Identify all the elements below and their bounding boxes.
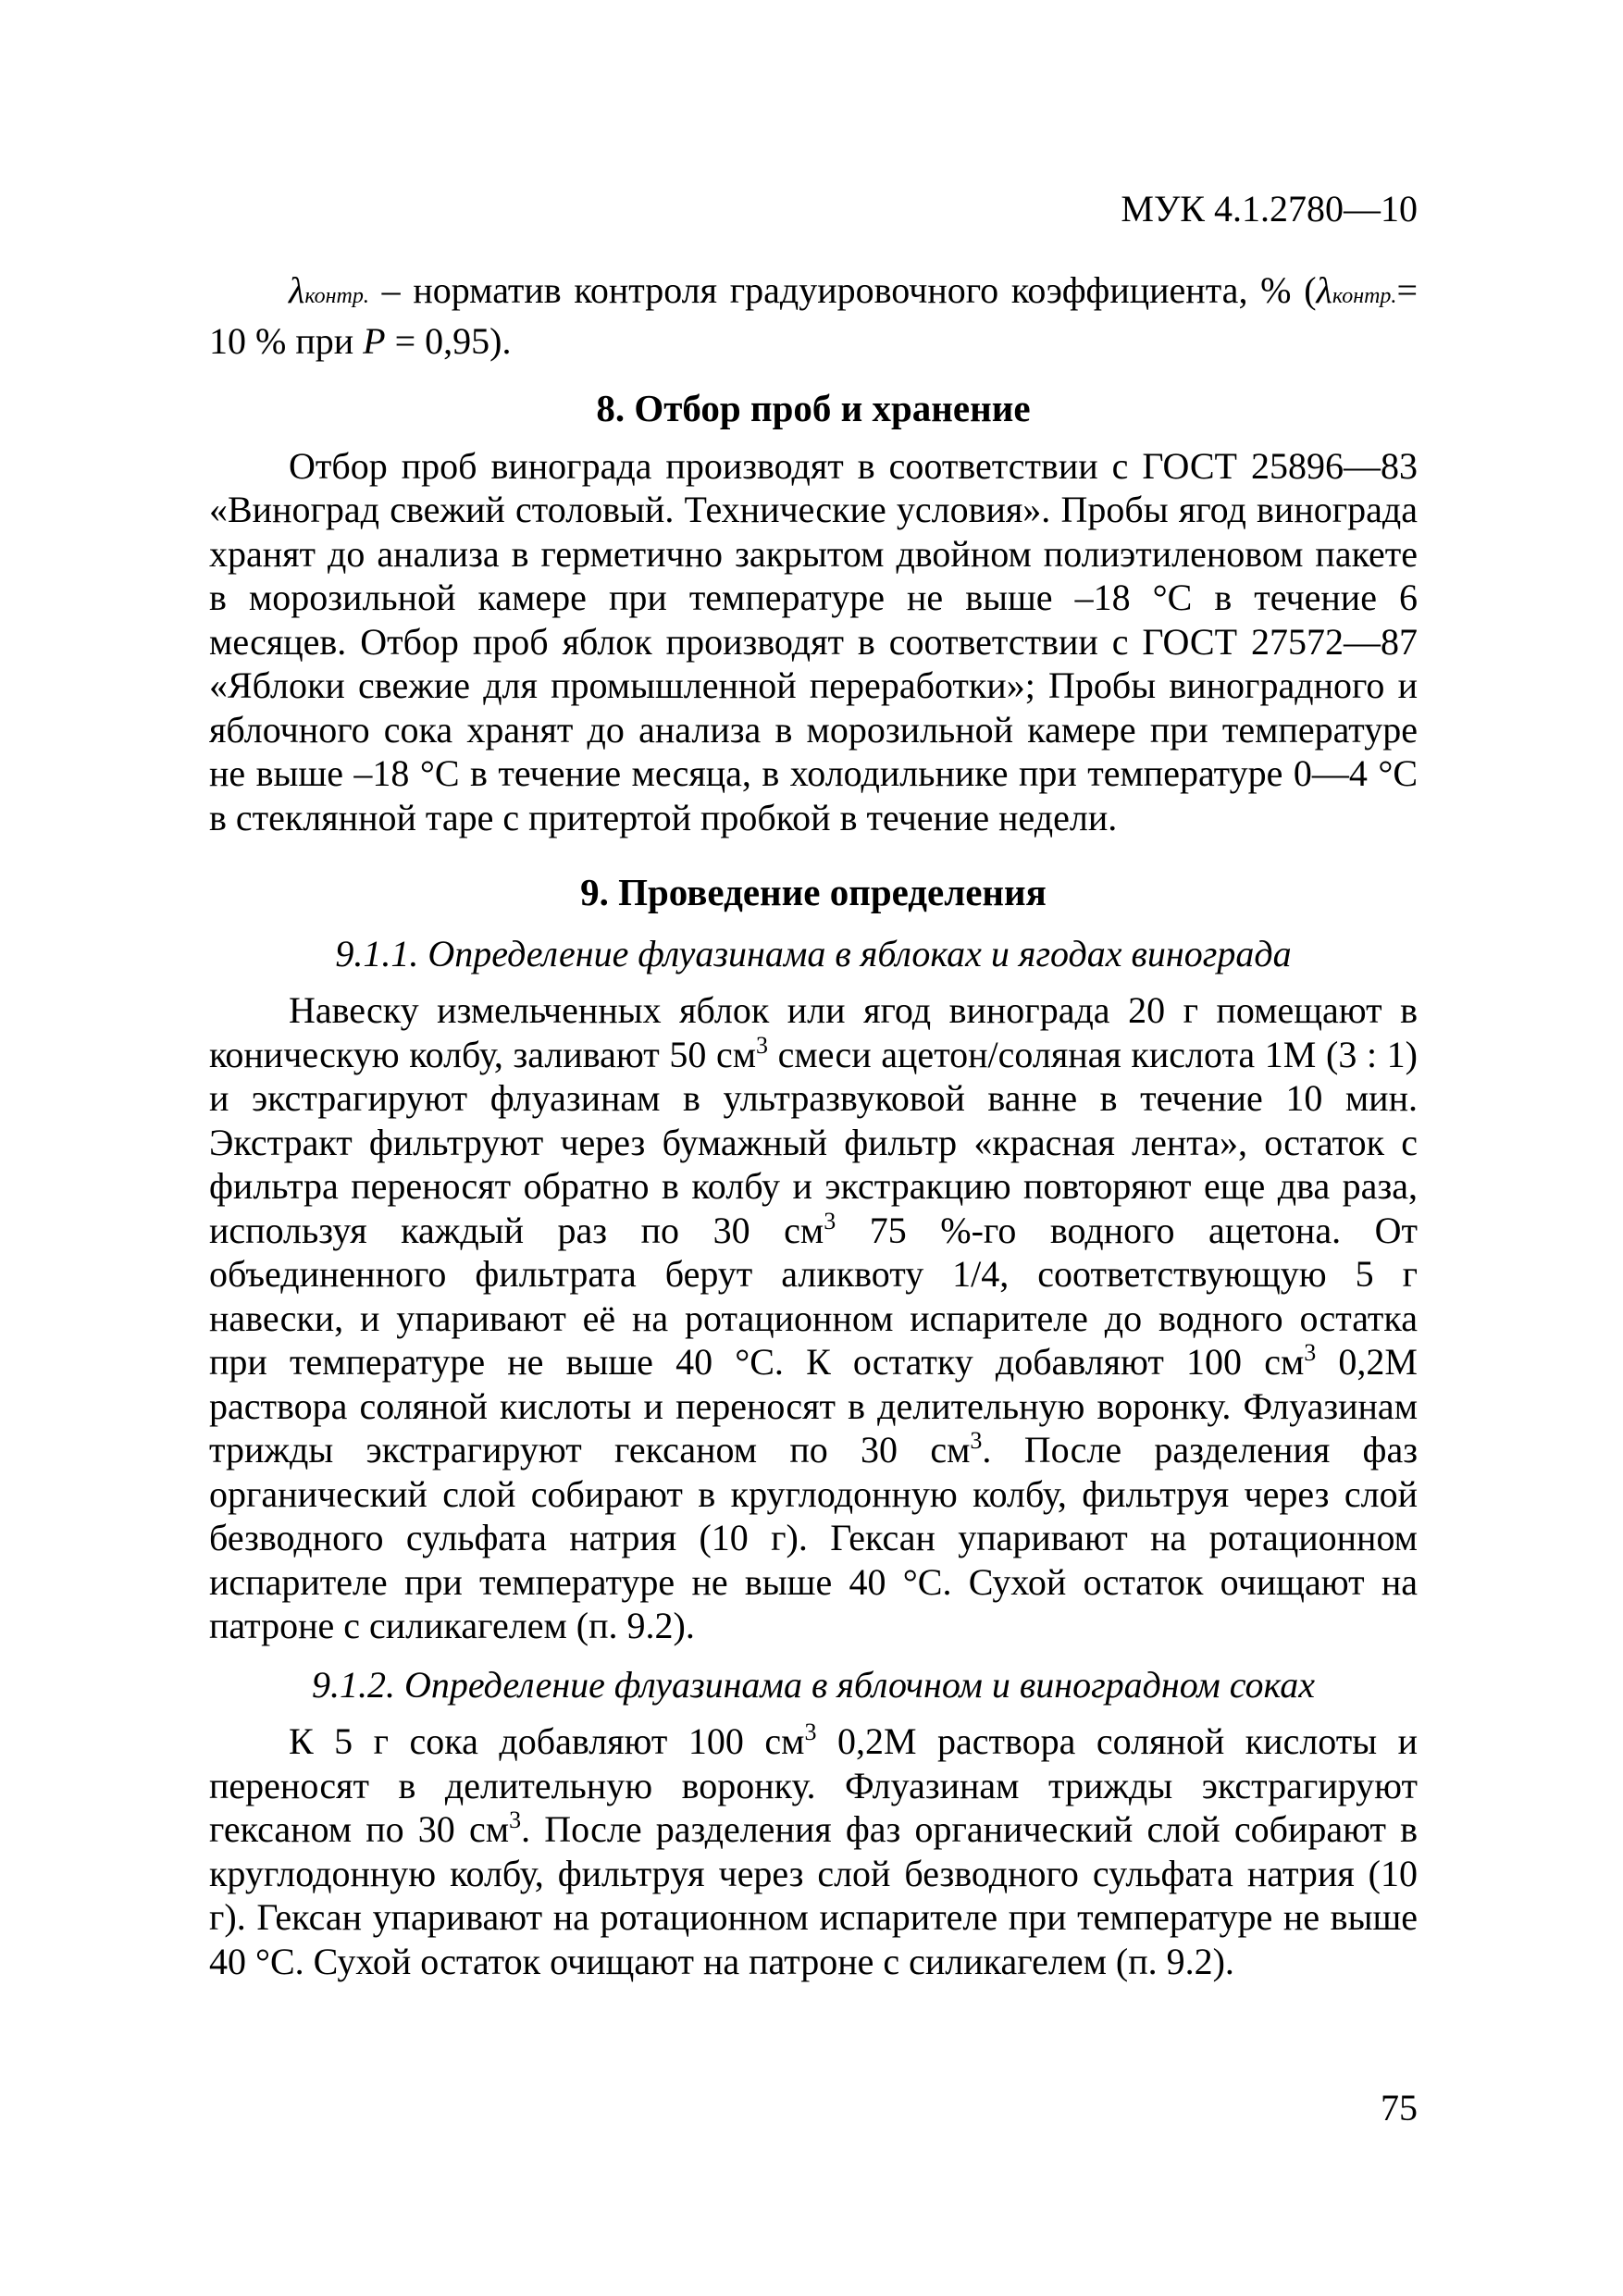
text-run: Навеску измельченных яблок или ягод винограда 20 г помещают в коническую колбу, заливают 50 см — [209, 989, 1418, 1075]
cube-superscript: 3 — [970, 1427, 983, 1454]
document-code: МУК 4.1.2780—10 — [1121, 188, 1418, 230]
section-9-title: 9. Проведение определения — [580, 871, 1047, 913]
text-run: смеси ацетон/соляная кислота 1М (3 : 1) и экстрагируют флуазинам в ультразвуковой ванне в течение 10 мин. Экстракт фильтруют через бумажный фильтр «красная лента», остаток с фильтра переносят обратно в колбу и экстракцию повторяют еще два раза, используя каждый раз по 30 см — [209, 1033, 1418, 1251]
page-content — [209, 268, 1418, 1983]
subsection-9-1-1-paragraph — [209, 988, 1418, 1648]
text-run: 75 %-го водного ацетона. От объединенного фильтрата берут аликвоту 1/4, соответствующую 5 г навески, и упаривают её на ротационном испарителе до водного остатка при температуре не выше 40 °С. К остатку добавляют 100 см — [209, 1209, 1418, 1383]
lambda-symbol: λ — [289, 269, 305, 311]
text-run: . После разделения фаз органический слой собирают в круглодонную колбу, фильтруя через слой безводного сульфата натрия (10 г). Гексан упаривают на ротационном испарителе при температуре не выше 40 °С. Сухой остаток очищают на патроне с силикагелем (п. 9.2). — [209, 1429, 1418, 1646]
cube-superscript: 3 — [824, 1207, 836, 1235]
cube-superscript: 3 — [1304, 1339, 1317, 1366]
section-8-paragraph: Отбор проб винограда производят в соответствии с ГОСТ 25896—83 «Виноград свежий столовый. Технические условия». Пробы ягод винограда хранят до анализа в герметично закрытом двойном полиэтиленовом пакете в морозильной камере при температуре не выше –18 °С в течение 6 месяцев. Отбор проб яблок производят в соответствии с ГОСТ 27572—87 «Яблоки свежие для промышленной переработки»; Пробы виноградного и яблочного сока хранят до анализа в морозильной камере при температуре не выше –18 °С в течение месяца, в холодильнике при температуре 0—4 °С в стеклянной таре с притертой пробкой в течение недели. — [209, 444, 1418, 838]
subsection-9-1-1-title: 9.1.1. Определение флуазинама в яблоках и ягодах винограда — [335, 932, 1292, 974]
variable-p: P — [363, 319, 386, 362]
subsection-9-1-2-paragraph — [209, 1719, 1418, 1983]
subsection-9-1-2-title: 9.1.2. Определение флуазинама в яблочном и виноградном соках — [312, 1663, 1315, 1706]
text-run: . После разделения фаз органический слой собирают в круглодонную колбу, фильтруя через слой безводного сульфата натрия (10 г). Гексан упаривают на ротационном испарителе при температуре не выше 40 °С. Сухой остаток очищают на патроне с силикагелем (п. 9.2). — [209, 1808, 1419, 1982]
text-run: 0,2М раствора соляной кислоты и переносят в делительную воронку. Флуазинам трижды экстрагируют гексаном по 30 см — [209, 1720, 1419, 1850]
lambda-symbol-2: λ — [1316, 269, 1332, 311]
cube-superscript: 3 — [756, 1031, 769, 1059]
definition-text-2: = 10 % при — [209, 269, 1418, 362]
definition-text: – норматив контроля градуировочного коэффициента, % ( — [368, 269, 1317, 311]
cube-superscript: 3 — [804, 1719, 817, 1745]
text-run: К 5 г сока добавляют 100 см — [289, 1720, 805, 1762]
definition-paragraph — [209, 268, 1418, 363]
section-8-title: 8. Отбор проб и хранение — [596, 387, 1031, 429]
lambda-subscript-2: контр. — [1332, 284, 1397, 308]
text-run: 0,2М раствора соляной кислоты и переносят в делительную воронку. Флуазинам трижды экстрагируют гексаном по 30 см — [209, 1341, 1418, 1471]
cube-superscript: 3 — [509, 1806, 522, 1833]
page-number: 75 — [1381, 2087, 1418, 2128]
definition-text-3: = 0,95). — [385, 319, 512, 362]
lambda-subscript: контр. — [304, 284, 369, 308]
